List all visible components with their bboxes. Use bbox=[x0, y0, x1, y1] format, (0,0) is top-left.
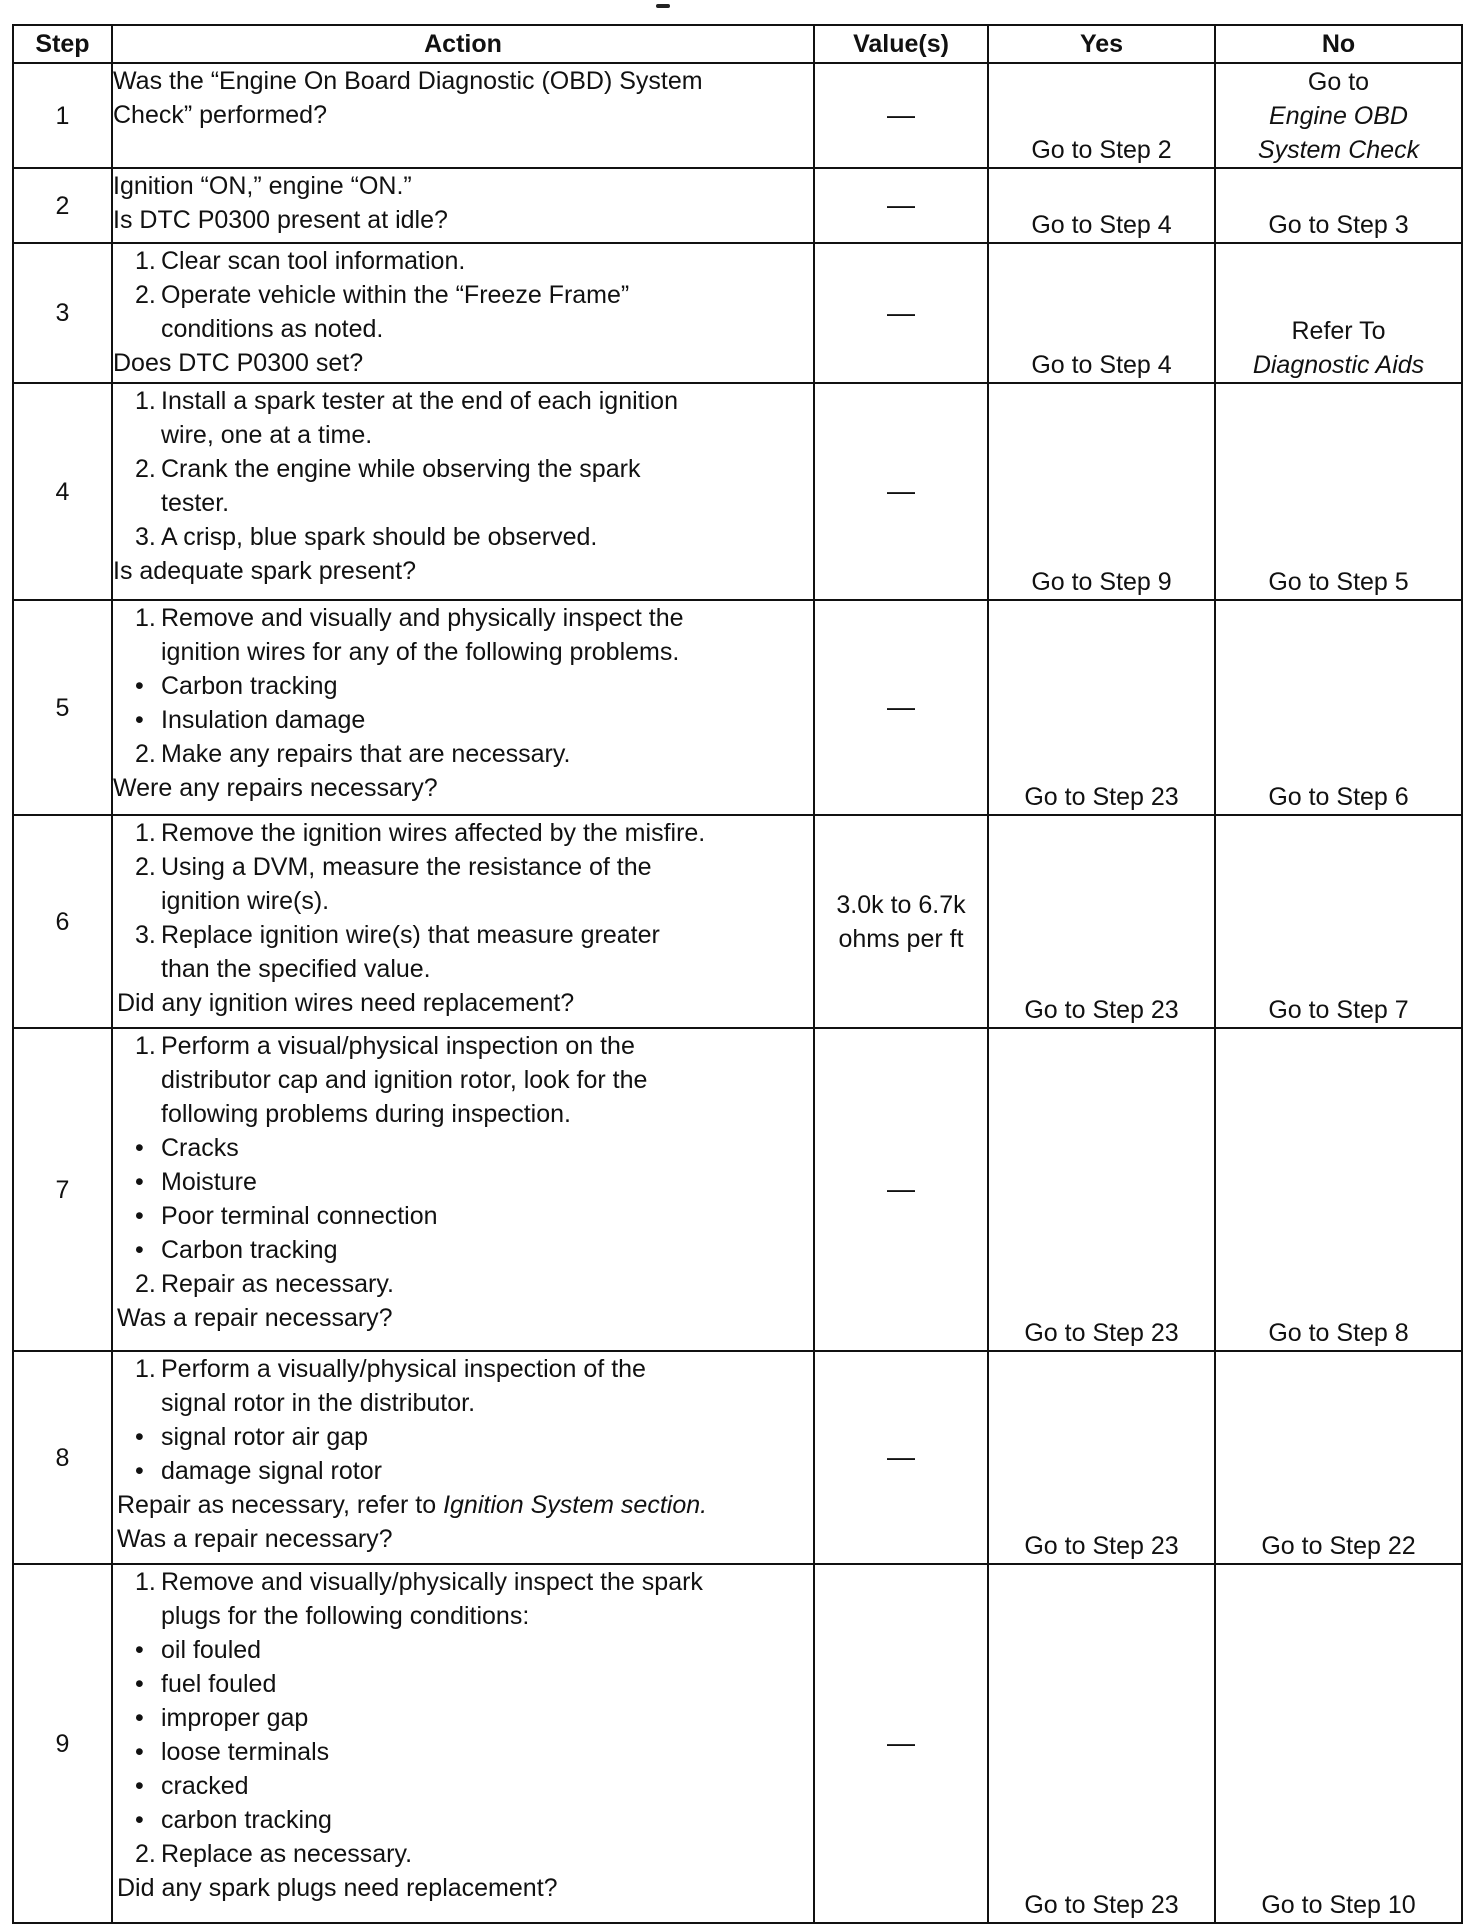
no-cell: Go to Step 6 bbox=[1215, 600, 1462, 815]
yes-cell: Go to Step 23 bbox=[988, 1351, 1215, 1564]
header-action: Action bbox=[112, 25, 814, 63]
table-row bbox=[13, 815, 1462, 1028]
yes-cell: Go to Step 9 bbox=[988, 383, 1215, 600]
action-question: Was a repair necessary? bbox=[117, 1304, 393, 1332]
numbered-item: 2. Replace as necessary. bbox=[135, 1840, 413, 1868]
table-row bbox=[13, 63, 1462, 168]
numbered-item: 2. Crank the engine while observing the spark tester. bbox=[135, 455, 641, 517]
table-row bbox=[13, 600, 1462, 815]
value-cell bbox=[814, 63, 988, 168]
yes-cell: Go to Step 23 bbox=[988, 1564, 1215, 1923]
bullet-item: • Insulation damage bbox=[135, 706, 366, 734]
value-dash: — bbox=[887, 189, 915, 220]
numbered-item: 1. Perform a visual/physical inspection on the distributor cap and ignition rotor, look for the following problems during inspection. bbox=[135, 1032, 648, 1128]
top-mark bbox=[656, 4, 670, 8]
action-question: Is DTC P0300 present at idle? bbox=[113, 206, 448, 234]
header-yes: Yes bbox=[988, 25, 1215, 63]
no-cell: Go to Step 22 bbox=[1215, 1351, 1462, 1564]
action-cell bbox=[112, 243, 814, 383]
numbered-item: 3. A crisp, blue spark should be observed. bbox=[135, 523, 598, 551]
numbered-item: 1. Clear scan tool information. bbox=[135, 247, 466, 275]
value-cell bbox=[814, 243, 988, 383]
header-values: Value(s) bbox=[814, 25, 988, 63]
value-dash: — bbox=[887, 99, 915, 130]
action-cell bbox=[112, 815, 814, 1028]
numbered-item: 2. Using a DVM, measure the resistance of the ignition wire(s). bbox=[135, 853, 652, 915]
no-cell: Go to Step 8 bbox=[1215, 1028, 1462, 1351]
yes-cell: Go to Step 4 bbox=[988, 243, 1215, 383]
action-question: Was a repair necessary? bbox=[117, 1525, 393, 1553]
no-cell: Go to Step 3 bbox=[1215, 168, 1462, 243]
step-number: 2 bbox=[13, 168, 112, 243]
value-dash: — bbox=[887, 1727, 915, 1758]
value-cell bbox=[814, 1351, 988, 1564]
diagnostic-table bbox=[12, 24, 1463, 1924]
value-dash: — bbox=[887, 1441, 915, 1472]
value-dash: — bbox=[887, 296, 915, 328]
numbered-item: 2. Repair as necessary. bbox=[135, 1270, 394, 1298]
step-number: 3 bbox=[13, 243, 112, 383]
bullet-item: • Carbon tracking bbox=[135, 672, 338, 700]
value-cell bbox=[814, 815, 988, 1028]
action-cell bbox=[112, 600, 814, 815]
numbered-item: 1. Install a spark tester at the end of each ignition wire, one at a time. bbox=[135, 387, 678, 449]
value-cell bbox=[814, 600, 988, 815]
no-cell bbox=[1215, 63, 1462, 168]
action-cell bbox=[112, 1028, 814, 1351]
no-cell: Go to Step 5 bbox=[1215, 383, 1462, 600]
step-number: 5 bbox=[13, 600, 112, 815]
action-question: Is adequate spark present? bbox=[113, 557, 416, 585]
step-number: 9 bbox=[13, 1564, 112, 1923]
value-cell bbox=[814, 383, 988, 600]
value-cell bbox=[814, 1564, 988, 1923]
yes-cell: Go to Step 2 bbox=[988, 63, 1215, 168]
no-text: Refer To bbox=[1291, 317, 1386, 345]
table-row bbox=[13, 1351, 1462, 1564]
action-cell bbox=[112, 1351, 814, 1564]
action-cell bbox=[112, 63, 814, 168]
yes-cell: Go to Step 23 bbox=[988, 600, 1215, 815]
value-cell bbox=[814, 1028, 988, 1351]
step-number: 6 bbox=[13, 815, 112, 1028]
action-text: Ignition “ON,” engine “ON.” bbox=[113, 172, 412, 200]
bullet-item: • oil fouled bbox=[135, 1636, 262, 1664]
action-question: Did any ignition wires need replacement? bbox=[117, 989, 575, 1017]
action-cell bbox=[112, 168, 814, 243]
yes-cell: Go to Step 23 bbox=[988, 815, 1215, 1028]
bullet-item: • damage signal rotor bbox=[135, 1457, 382, 1485]
no-reference: Engine OBD bbox=[1269, 102, 1408, 130]
step-number: 8 bbox=[13, 1351, 112, 1564]
step-number: 7 bbox=[13, 1028, 112, 1351]
value-dash: — bbox=[887, 691, 915, 722]
numbered-item: 1. Remove the ignition wires affected by the misfire. bbox=[135, 819, 706, 847]
no-reference: Diagnostic Aids bbox=[1252, 351, 1425, 379]
action-question: Check” performed? bbox=[113, 101, 327, 129]
action-cell bbox=[112, 383, 814, 600]
section-reference: Ignition System section. bbox=[443, 1491, 708, 1519]
bullet-item: • improper gap bbox=[135, 1704, 309, 1732]
action-note: Repair as necessary, refer to Ignition System section. bbox=[117, 1491, 708, 1519]
no-cell bbox=[1215, 243, 1462, 383]
bullet-item: • fuel fouled bbox=[135, 1670, 277, 1698]
value-dash: — bbox=[887, 475, 915, 506]
value-cell bbox=[814, 168, 988, 243]
action-question: Were any repairs necessary? bbox=[113, 774, 438, 802]
no-cell: Go to Step 10 bbox=[1215, 1564, 1462, 1923]
header-no: No bbox=[1215, 25, 1462, 63]
value-dash: — bbox=[887, 1173, 915, 1204]
step-number: 1 bbox=[13, 63, 112, 168]
table-row bbox=[13, 168, 1462, 243]
numbered-item: 1. Remove and visually and physically inspect the ignition wires for any of the following problems. bbox=[135, 604, 684, 666]
action-cell bbox=[112, 1564, 814, 1923]
bullet-item: • Cracks bbox=[135, 1134, 239, 1162]
yes-cell: Go to Step 4 bbox=[988, 168, 1215, 243]
bullet-item: • Moisture bbox=[135, 1168, 257, 1196]
numbered-item: 1. Perform a visually/physical inspection of the signal rotor in the distributor. bbox=[135, 1355, 646, 1417]
bullet-item: • Poor terminal connection bbox=[135, 1202, 438, 1230]
action-question: Does DTC P0300 set? bbox=[113, 349, 364, 377]
bullet-item: • loose terminals bbox=[135, 1738, 330, 1766]
value-unit: ohms per ft bbox=[838, 924, 964, 953]
no-reference: System Check bbox=[1257, 136, 1420, 164]
table-row bbox=[13, 1564, 1462, 1923]
header-row bbox=[13, 25, 1462, 63]
bullet-item: • Carbon tracking bbox=[135, 1236, 338, 1264]
no-cell: Go to Step 7 bbox=[1215, 815, 1462, 1028]
header-step: Step bbox=[13, 25, 112, 63]
table-row bbox=[13, 243, 1462, 383]
numbered-item: 2. Make any repairs that are necessary. bbox=[135, 740, 571, 768]
bullet-item: • carbon tracking bbox=[135, 1806, 332, 1834]
numbered-item: 1. Remove and visually/physically inspect the spark plugs for the following conditions: bbox=[135, 1568, 703, 1630]
table-row bbox=[13, 383, 1462, 600]
action-question: Did any spark plugs need replacement? bbox=[117, 1874, 558, 1902]
table-row bbox=[13, 1028, 1462, 1351]
value-range: 3.0k to 6.7k bbox=[836, 890, 966, 919]
yes-cell: Go to Step 23 bbox=[988, 1028, 1215, 1351]
bullet-item: • signal rotor air gap bbox=[135, 1423, 369, 1451]
numbered-item: 3. Replace ignition wire(s) that measure greater than the specified value. bbox=[135, 921, 660, 983]
step-number: 4 bbox=[13, 383, 112, 600]
action-text: Was the “Engine On Board Diagnostic (OBD) System bbox=[113, 67, 703, 95]
no-text: Go to bbox=[1307, 68, 1370, 96]
numbered-item: 2. Operate vehicle within the “Freeze Frame” conditions as noted. bbox=[135, 281, 630, 343]
bullet-item: • cracked bbox=[135, 1772, 249, 1800]
